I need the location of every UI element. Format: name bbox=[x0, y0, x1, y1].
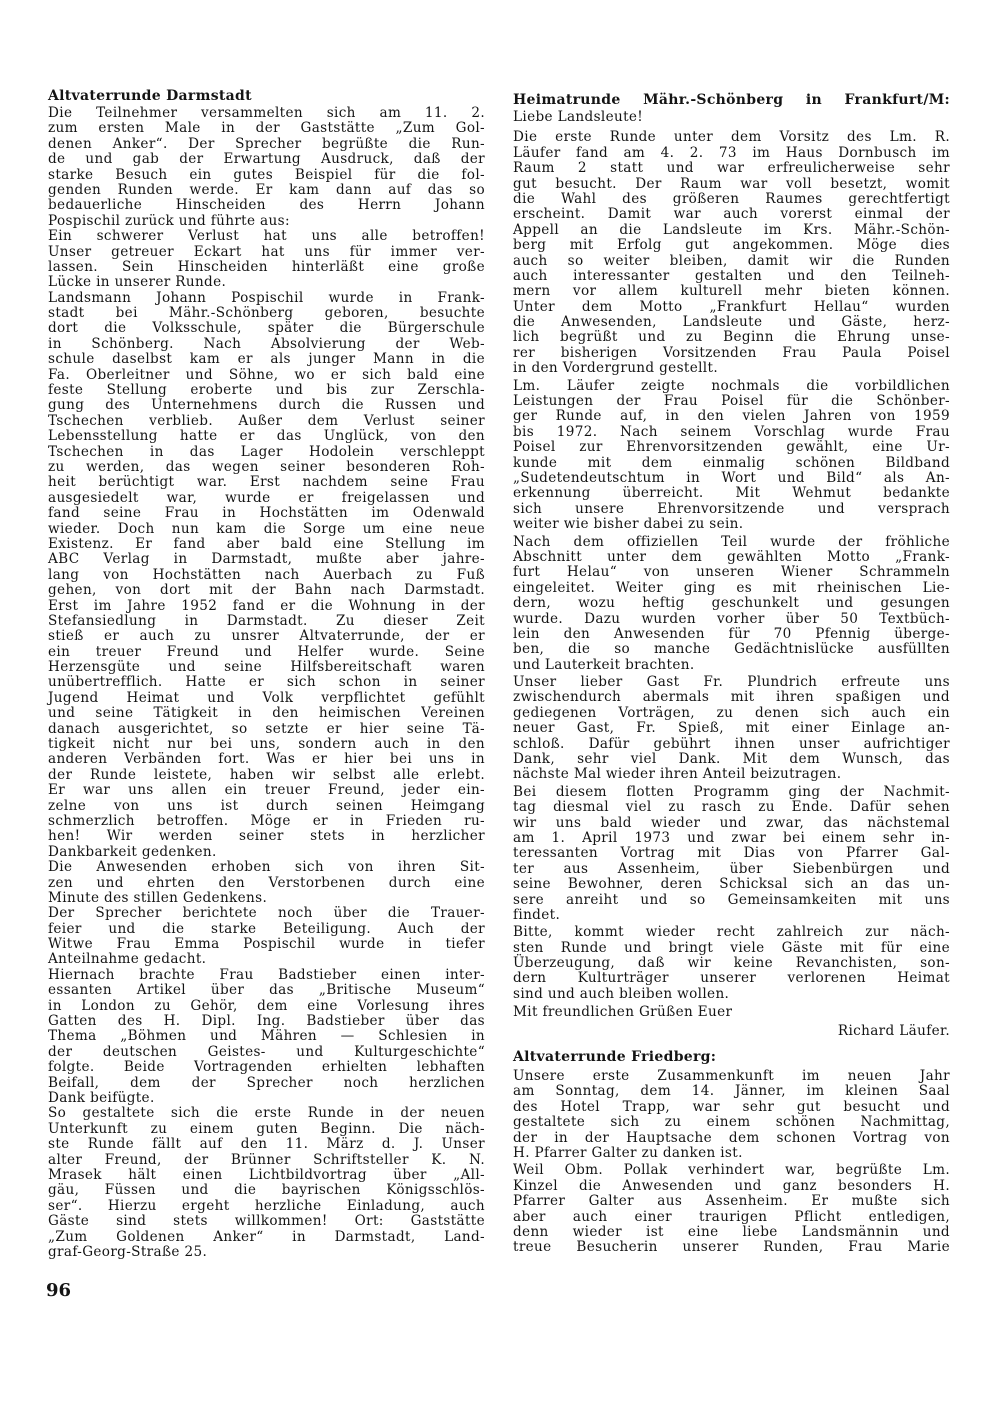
text-line: Unter dem Motto „Frankfurt Hellau“ wurden bbox=[513, 298, 950, 315]
text-line: erscheint. Damit war auch vorerst einmal der bbox=[513, 206, 950, 223]
text-line: Der Sprecher berichtete noch über die Trauer- bbox=[48, 905, 485, 922]
text-line: Unsere erste Zusammenkunft im neuen Jahr bbox=[513, 1068, 950, 1085]
text-line: Läufer fand am 4. 2. 73 im Haus Dornbusch im bbox=[513, 144, 950, 161]
text-line: Existenz. Er fand aber bald eine Stellung im bbox=[48, 535, 485, 552]
text-line: Lm. Läufer zeigte nochmals die vorbildlichen bbox=[513, 377, 950, 394]
section-heading-darmstadt: Altvaterrunde Darmstadt bbox=[48, 88, 252, 104]
text-line: Stefansiedlung in Darmstadt. Zu dieser Zeit bbox=[48, 612, 485, 629]
text-line: eingeleitet. Weiter ging es mit rheinischen Lie- bbox=[513, 579, 950, 596]
text-line: aber auch einer traurigen Pflicht entledigen, bbox=[513, 1208, 950, 1225]
text-line: de und gab der Erwartung Ausdruck, daß der bbox=[48, 151, 485, 168]
text-line: essanten Artikel über das „Britische Museum“ bbox=[48, 982, 485, 999]
text-line: ABC Verlag in Darmstadt, mußte aber jahre- bbox=[48, 551, 485, 568]
text-line: zwischendurch abermals mit ihren spaßigen und bbox=[513, 689, 950, 706]
text-line: fand seine Frau in Hochstätten im Odenwald bbox=[48, 505, 485, 522]
article-body-darmstadt bbox=[48, 106, 485, 1260]
text-line: dern, wozu heftig geschunkelt und gesungen bbox=[513, 595, 950, 612]
text-line: teressanten Vortrag mit Dias von Pfarrer Gal- bbox=[513, 845, 950, 862]
text-line: Bitte, kommt wieder recht zahlreich zur näch- bbox=[513, 924, 950, 941]
paragraph bbox=[513, 379, 950, 533]
paragraph bbox=[513, 785, 950, 924]
text-line: wieder. Doch nun kam die Sorge um eine neue bbox=[48, 520, 485, 537]
text-line: Lücke in unserer Runde. bbox=[48, 274, 227, 291]
text-line: Witwe Frau Emma Pospischil wurde in tiefer bbox=[48, 936, 485, 953]
text-line: Die erste Runde unter dem Vorsitz des Lm. R. bbox=[513, 129, 950, 146]
text-line: neuer Gast, Fr. Spieß, mit einer Einlage an- bbox=[513, 720, 950, 737]
text-line: starke Besuch ein gutes Beispiel für die fol- bbox=[48, 166, 485, 183]
text-line: sich unsere Ehrenvorsitzende und versprach bbox=[513, 500, 950, 517]
text-line: wurde. Dazu wurden vorher über 50 Textbüch- bbox=[513, 610, 950, 627]
text-line: anderen Verbänden fort. Was er hier bei uns in bbox=[48, 751, 485, 768]
article-body-frankfurt bbox=[513, 130, 950, 1002]
text-line: Jugend Heimat und Volk verpflichtet gefühlt bbox=[48, 689, 485, 706]
paragraph bbox=[513, 925, 950, 1002]
text-line: und Lauterkeit brachten. bbox=[513, 656, 695, 673]
text-line: ger Runde auf, in den vielen Jahren von 1959 bbox=[513, 408, 950, 425]
paragraph bbox=[48, 968, 485, 1107]
text-line: des Hotel Trapp, war sehr gut besucht und bbox=[513, 1098, 950, 1115]
right-column bbox=[513, 90, 950, 1258]
text-line: Leistungen der Frau Poisel für die Schönber- bbox=[513, 393, 950, 410]
paragraph bbox=[48, 860, 485, 906]
text-line: und seine Tätigkeit in den heimischen Vereinen bbox=[48, 705, 485, 722]
text-line: treue Besucherin unserer Runden, Frau Marie bbox=[513, 1239, 950, 1256]
text-line: lassen. Sein Hinscheiden hinterläßt eine große bbox=[48, 258, 485, 275]
text-line: tigkeit nicht nur bei uns, sondern auch in den bbox=[48, 736, 485, 753]
text-line: Anteilnahme gedacht. bbox=[48, 951, 207, 968]
text-line: unübertrefflich. Hatte er sich schon in seiner bbox=[48, 674, 485, 691]
text-line: Unser getreuer Eckart hat uns für immer ver- bbox=[48, 243, 485, 260]
text-line: Landsmann Johann Pospischil wurde in Frank- bbox=[48, 289, 485, 306]
text-line: Hiernach brachte Frau Badstieber einen inter- bbox=[48, 966, 485, 983]
text-line: seine Bewohner, deren Schicksal sich an das un- bbox=[513, 876, 950, 893]
text-line: Nach dem offiziellen Teil wurde der fröhliche bbox=[513, 533, 950, 550]
text-line: weiter wie bisher dabei zu sein. bbox=[513, 516, 744, 533]
text-line: zen und ehrten den Verstorbenen durch eine bbox=[48, 874, 485, 891]
left-column bbox=[48, 86, 485, 1260]
text-line: ausgesiedelt war, wurde er freigelassen und bbox=[48, 489, 485, 506]
text-line: genden Runden werde. Er kam dann auf das so bbox=[48, 181, 485, 198]
text-line: Thema „Böhmen und Mähren — Schlesien in bbox=[48, 1028, 485, 1045]
text-line: Unterkunft zu einem guten Beginn. Die näch- bbox=[48, 1120, 485, 1137]
text-line: sere anreiht und so Gemeinsamkeiten mit uns bbox=[513, 891, 950, 908]
paragraph bbox=[48, 291, 485, 860]
paragraph bbox=[513, 535, 950, 674]
text-line: schule daselbst kam er als junger Mann in die bbox=[48, 351, 485, 368]
text-line: am Sonntag, dem 14. Jänner, im kleinen Saal bbox=[513, 1083, 950, 1100]
text-line: sind und auch bleiben wollen. bbox=[513, 985, 730, 1002]
text-line: zu werden, das wegen seiner besonderen Roh- bbox=[48, 458, 485, 475]
closing-line: Mit freundlichen Grüßen Euer bbox=[513, 1004, 733, 1021]
text-line: alter Freund, der Brünner Schriftsteller K. N. bbox=[48, 1151, 485, 1168]
text-line: Tschechen in das Lager Hodolein verschleppt bbox=[48, 443, 485, 460]
text-line: am 1. April 1973 und zwar bei einem sehr in- bbox=[513, 829, 950, 846]
text-line: So gestaltete sich die erste Runde in der neuen bbox=[48, 1105, 485, 1122]
text-line: der in der Hauptsache dem schonen Vortrag von bbox=[513, 1129, 950, 1146]
text-line: danach ausgerichtet, so setzte er hier seine Tä- bbox=[48, 720, 485, 737]
text-line: berg mit Erfolg gut angekommen. Möge dies bbox=[513, 237, 950, 254]
text-line: Dankbarkeit gedenken. bbox=[48, 843, 217, 860]
signature: Richard Läufer. bbox=[837, 1022, 950, 1039]
text-line: Fa. Oberleitner und Söhne, wo er sich bald eine bbox=[48, 366, 485, 383]
text-line: Unser lieber Gast Fr. Plundrich erfreute uns bbox=[513, 674, 950, 691]
text-line: gäu, Füssen und die bayrischen Königsschlös- bbox=[48, 1182, 485, 1199]
text-line: Mrasek hält einen Lichtbildvortrag über „All- bbox=[48, 1166, 485, 1183]
text-line: dern Kulturträger unserer verlorenen Heimat bbox=[513, 970, 950, 987]
text-line: Lebensstellung hatte er das Unglück, von den bbox=[48, 428, 485, 445]
text-line: Raum 2 statt und war erfreulicherweise sehr bbox=[513, 160, 950, 177]
text-line: denn wieder ist eine liebe Landsmännin und bbox=[513, 1223, 950, 1240]
text-line: Die Anwesenden erhoben sich von ihren Sit- bbox=[48, 859, 485, 876]
paragraph bbox=[513, 130, 950, 376]
text-line: sten Runde und bringt viele Gäste mit für eine bbox=[513, 939, 950, 956]
text-line: stadt bei Mähr.-Schönberg geboren, besuchte bbox=[48, 305, 485, 322]
text-line: kunde mit dem einmalig schönen Bildband bbox=[513, 454, 950, 471]
text-line: Pfarrer Galter aus Assenheim. Er mußte sich bbox=[513, 1193, 950, 1210]
text-line: „Zum Goldenen Anker“ in Darmstadt, Land- bbox=[48, 1228, 485, 1245]
paragraph bbox=[48, 1106, 485, 1260]
text-line: furt Helau“ von unseren Wiener Schrammeln bbox=[513, 564, 950, 581]
text-line: Ein schwerer Verlust hat uns alle betroffen! bbox=[48, 228, 485, 245]
text-line: nächste Mal wieder ihren Anteil beizutragen. bbox=[513, 766, 842, 783]
text-line: lein den Anwesenden für 70 Pfennig überge- bbox=[513, 625, 950, 642]
paragraph bbox=[513, 1163, 950, 1255]
text-line: erkennung überreicht. Mit Wehmut bedankte bbox=[513, 485, 950, 502]
text-line: auch so weiter bleiben, damit wir die Runden bbox=[513, 252, 950, 269]
text-line: Die Teilnehmer versammelten sich am 11. 2. bbox=[48, 105, 485, 121]
text-line: Beifall, dem der Sprecher noch herzlichen bbox=[48, 1074, 485, 1091]
text-line: wir uns bald wieder und zwar, das nächstemal bbox=[513, 814, 950, 831]
text-line: feste Stellung eroberte und bis zur Zerschla- bbox=[48, 382, 485, 399]
text-line: Dank, sehr viel Dank. Mit dem Wunsch, das bbox=[513, 751, 950, 768]
text-line: „Sudetendeutschtum in Wort und Bild“ als An- bbox=[513, 469, 950, 486]
text-line: folgte. Beide Vortragenden erhielten lebhaften bbox=[48, 1059, 485, 1076]
text-line: Erst im Jahre 1952 fand er die Wohnung in der bbox=[48, 597, 485, 614]
text-line: Bei diesem flotten Programm ging der Nachmit- bbox=[513, 783, 950, 800]
text-line: stieß er auch zu unsrer Altvaterrunde, der er bbox=[48, 628, 485, 645]
text-line: Minute des stillen Gedenkens. bbox=[48, 889, 268, 906]
text-line: gehen, von dort mit der Bahn nach Darmstadt. bbox=[48, 582, 485, 599]
paragraph bbox=[513, 1069, 950, 1161]
text-line: dort die Volksschule, später die Bürgerschule bbox=[48, 320, 485, 337]
text-line: rer bisherigen Vorsitzenden Frau Paula Poisel bbox=[513, 344, 950, 361]
article-body-friedberg bbox=[513, 1069, 950, 1256]
text-line: in London zu Gehör, dem eine Vorlesung ihres bbox=[48, 997, 485, 1014]
text-line: Pospischil zurück und führte aus: bbox=[48, 212, 290, 229]
paragraph bbox=[48, 906, 485, 968]
text-line: gestaltete sich zu einem schönen Nachmittag, bbox=[513, 1114, 950, 1131]
text-line: Überzeugung, daß wir keine Revanchisten, son- bbox=[513, 955, 950, 972]
text-line: ste Runde fällt auf den 11. März d. J. Unser bbox=[48, 1136, 485, 1153]
text-line: Gäste sind stets willkommen! Ort: Gaststätte bbox=[48, 1213, 485, 1230]
text-line: gung des Unternehmens durch die Russen und bbox=[48, 397, 485, 414]
text-line: ter aus Assenheim, über Siebenbürgen und bbox=[513, 860, 950, 877]
text-line: lang von Hochstätten nach Auerbach zu Fuß bbox=[48, 566, 485, 583]
text-line: in den Vordergrund gestellt. bbox=[513, 360, 718, 377]
text-line: Tschechen verblieb. Außer dem Verlust seiner bbox=[48, 412, 485, 429]
text-line: graf-Georg-Straße 25. bbox=[48, 1243, 208, 1260]
text-line: hen! Wir werden seiner stets in herzlicher bbox=[48, 828, 485, 845]
text-line: findet. bbox=[513, 906, 561, 923]
section-heading-friedberg: Altvaterrunde Friedberg: bbox=[513, 1049, 717, 1066]
text-line: bis 1972. Nach seinem Vorschlag wurde Frau bbox=[513, 423, 950, 440]
text-line: ser“. Hierzu ergeht herzliche Einladung, auch bbox=[48, 1197, 485, 1214]
text-line: Dank beifügte. bbox=[48, 1090, 155, 1106]
text-line: Kinzel die Anwesenden und ganz besonders H. bbox=[513, 1177, 950, 1194]
page-number: 96 bbox=[46, 1280, 72, 1301]
text-line: tag diesmal viel zu rasch zu Ende. Dafür sehen bbox=[513, 799, 950, 816]
text-line: lich begrüßt und zu Beginn die Ehrung unse- bbox=[513, 329, 950, 346]
text-line: schloß. Dafür gebührt ihnen unser aufrichtiger bbox=[513, 735, 950, 752]
paragraph bbox=[513, 675, 950, 783]
text-line: denen Anker“. Der Sprecher begrüßte die Run- bbox=[48, 135, 485, 152]
paragraph bbox=[48, 106, 485, 229]
text-line: zum ersten Male in der Gaststätte „Zum Gol- bbox=[48, 120, 485, 137]
text-line: gut besucht. Der Raum war voll besetzt, womit bbox=[513, 175, 950, 192]
text-line: H. Pfarrer Galter zu danken ist. bbox=[513, 1145, 743, 1161]
text-line: die Anwesenden, Landsleute und Gäste, herz- bbox=[513, 314, 950, 331]
text-line: Appell an die Landsleute im Krs. Mähr.-Schön- bbox=[513, 221, 950, 238]
text-line: ein treuer Freund und Helfer wurde. Seine bbox=[48, 643, 485, 660]
text-line: feier und die starke Beteiligung. Auch der bbox=[48, 920, 485, 937]
text-line: schmerzlich betroffen. Möge er in Frieden ru- bbox=[48, 812, 485, 829]
text-line: der deutschen Geistes- und Kulturgeschichte“ bbox=[48, 1043, 485, 1060]
text-line: Abschnitt unter dem gewählten Motto „Frank- bbox=[513, 548, 950, 565]
text-line: Gatten des H. Dipl. Ing. Badstieber über das bbox=[48, 1013, 485, 1030]
text-line: Herzensgüte und seine Hilfsbereitschaft waren bbox=[48, 659, 485, 676]
text-line: mern vor allem kulturell mehr bieten können. bbox=[513, 283, 950, 300]
text-line: die Wahl des größeren Raumes gerechtfertigt bbox=[513, 190, 950, 207]
text-line: zelne von uns ist durch seinen Heimgang bbox=[48, 797, 485, 814]
text-line: Poisel zur Ehrenvorsitzenden gewählt, eine Ur- bbox=[513, 439, 950, 456]
text-line: auch interessanter gestalten und den Teilneh- bbox=[513, 267, 950, 284]
text-line: in Schönberg. Nach Absolvierung der Web- bbox=[48, 335, 485, 352]
text-line: Er war uns allen ein treuer Freund, jeder ein- bbox=[48, 782, 485, 799]
salutation: Liebe Landsleute! bbox=[513, 109, 644, 125]
text-line: bedauerliche Hinscheiden des Herrn Johann bbox=[48, 197, 485, 214]
section-heading-frankfurt: Heimatrunde Mähr.-Schönberg in Frankfurt/M: bbox=[513, 92, 950, 108]
paragraph bbox=[48, 229, 485, 291]
text-line: der Runde leistete, haben wir selbst alle erlebt. bbox=[48, 766, 485, 783]
text-line: ben, die so manche Gedächtnislücke ausfüllten bbox=[513, 641, 950, 658]
text-line: heit berüchtigt war. Erst nachdem seine Frau bbox=[48, 474, 485, 491]
text-line: Weil Obm. Pollak verhindert war, begrüßte Lm. bbox=[513, 1162, 950, 1179]
text-line: gediegenen Vorträgen, zu denen sich auch ein bbox=[513, 704, 950, 721]
